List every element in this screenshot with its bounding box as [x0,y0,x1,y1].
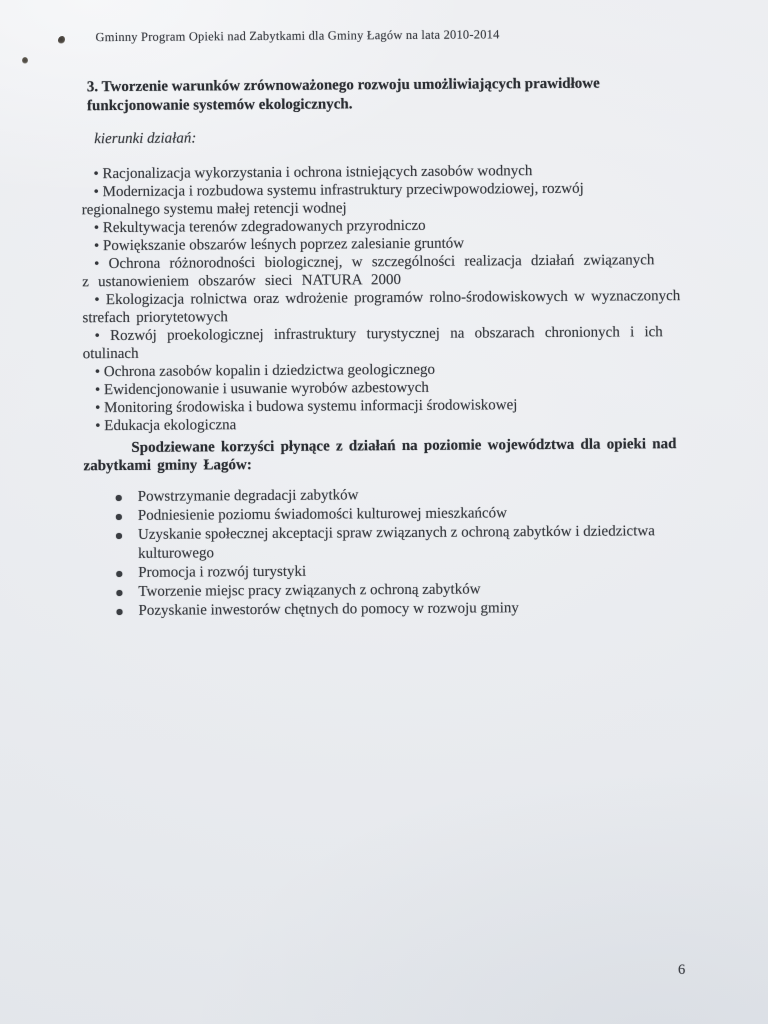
bullet-icon: • [93,220,100,237]
bullet-icon: • [93,238,100,255]
list-item-text: Powiększanie obszarów leśnych poprzez zalesianie gruntów [102,235,465,255]
benefits-list [84,484,725,621]
list-item-text: Podniesienie poziomu świadomości kulturowej mieszkańców [137,505,508,524]
bullet-icon [116,571,122,577]
page-content [80,0,724,621]
list-item-text: Powstrzymanie degradacji zabytków [137,487,359,505]
list-item-text: Monitoring środowiska i budowa systemu informacji środowiskowej [104,397,518,417]
bullet-icon [116,495,122,501]
list-item-text: Ekologizacja rolnictwa oraz wdrożenie programów rolno-środowiskowych w wyznaczonych strefach priorytetowych [82,288,681,327]
page-number: 6 [678,962,686,978]
directions-list [81,161,723,435]
list-item-text: Modernizacja i rozbudowa systemu infrastruktury przeciwpowodziowej, rozwój regionalnego systemu małej retencji wodnej [81,180,584,219]
bullet-icon: • [95,418,101,435]
bullet-icon: • [94,382,101,399]
section-heading: 3. Tworzenie warunków zrównoważonego rozwoju umożliwiających prawidłowe funkcjonowanie systemów ekologicznych. [86,75,600,115]
list-item-text: Promocja i rozwój turystyki [138,563,307,581]
list-item-text: Ochrona zasobów kopalin i dziedzictwa geologicznego [103,361,436,381]
bullet-icon [116,514,122,520]
list-item-text: Edukacja ekologiczna [104,417,237,435]
list-item-text: Rekultywacja terenów zdegradowanych przyrodniczo [102,217,426,237]
list-item [84,522,724,564]
running-header: Gminny Program Opieki nad Zabytkami dla Gminy Łagów na lata 2010-2014 [95,27,500,45]
bullet-icon: • [95,400,101,417]
bullet-icon: • [94,256,100,273]
bullet-icon: • [94,328,100,345]
bullet-icon: • [93,184,99,201]
bullet-icon [116,590,122,596]
list-item-text: Tworzenie miejsc pracy związanych z ochroną zabytków [138,581,481,600]
scan-speck-icon [22,57,28,64]
list-item-text: Uzyskanie społecznej akceptacji spraw związanych z ochroną zabytków i dziedzictwa kulturowego [137,523,655,562]
bullet-icon: • [94,292,100,309]
benefits-heading: Spodziewane korzyści płynące z działań na poziomie województwa dla opieki nad zabytkami gminy Łagów: [83,436,677,475]
scan-speck-icon [58,36,65,44]
list-item [83,413,723,435]
directions-label: kierunki działań: [94,130,197,148]
list-item-text: Ewidencjonowanie i usuwanie wyrobów azbestowych [103,379,429,399]
list-item-text: Pozyskanie inwestorów chętnych do pomocy w rozwoju gminy [138,600,519,619]
list-item [83,323,723,363]
bullet-icon [117,609,123,615]
list-item-text: Ochrona różnorodności biologicznej, w szczególności realizacja działań związanych z ustanowieniem obszarów sieci NATURA 2000 [82,252,655,291]
list-item-text: Rozwój proekologicznej infrastruktury turystycznej na obszarach chronionych i ich otulinach [82,324,663,363]
list-item-text: Racjonalizacja wykorzystania i ochrona istniejących zasobów wodnych [102,163,533,183]
list-item [84,598,724,621]
bullet-icon: • [94,364,101,381]
bullet-icon [116,533,122,539]
list-item [82,287,722,327]
bullet-icon: • [93,166,99,183]
list-item [82,251,722,291]
list-item [82,179,722,219]
